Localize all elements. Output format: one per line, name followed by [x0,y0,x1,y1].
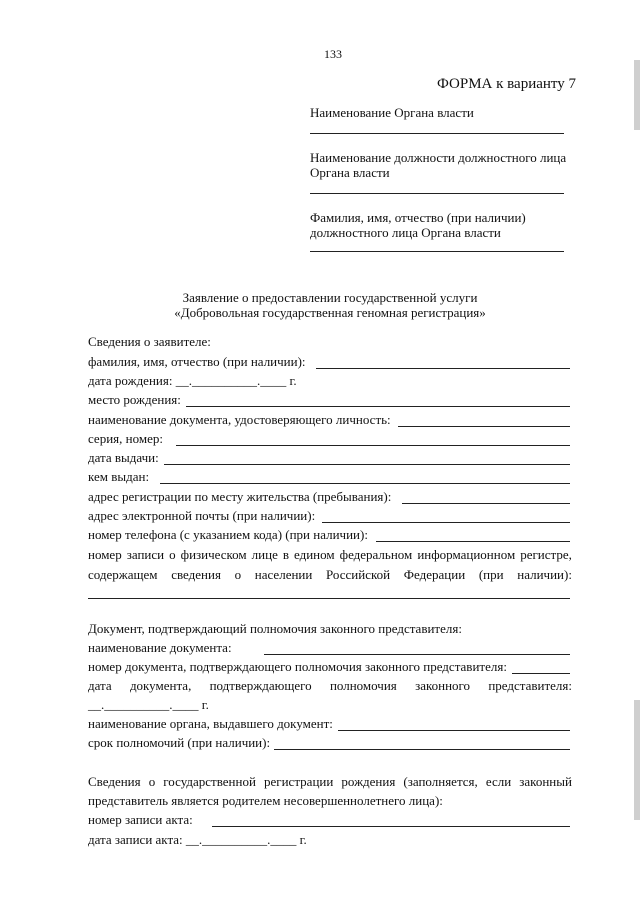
applicant-heading: Сведения о заявителе: [88,334,211,349]
reg-address-field[interactable] [402,503,570,504]
word: регистрации [264,774,334,789]
word: полномочия [329,678,397,693]
applicant-fio-label: фамилия, имя, отчество (при наличии): [88,354,306,369]
scan-edge [634,700,640,820]
registry-text-line-2 [88,567,572,583]
email-field[interactable] [322,522,570,523]
word: физическом [180,547,247,562]
phone-field[interactable] [376,541,570,542]
word: дата [88,678,112,693]
id-doc-field[interactable] [398,426,570,427]
fio-label-1: Фамилия, имя, отчество (при наличии) [310,210,526,225]
fio-label-2: должностного лица Органа власти [310,225,501,240]
issue-date-field[interactable] [164,464,570,465]
act-number-field[interactable] [212,826,570,827]
scan-edge [634,60,640,130]
birth-place-field[interactable] [186,406,570,407]
word: если [485,774,512,789]
word: едином [294,547,335,562]
series-number-label: серия, номер: [88,431,163,446]
word: законного [415,678,471,693]
word: информационном [417,547,516,562]
id-doc-label: наименование документа, удостоверяющего личность: [88,412,391,427]
organ-line[interactable] [310,133,564,134]
word: содержащем [88,567,158,582]
act-date-field[interactable]: дата записи акта: __.__________.____ г. [88,832,307,847]
rep-validity-field[interactable] [274,749,570,750]
word: подтверждающего [209,678,312,693]
rep-issuer-label: наименование органа, выдавшего документ: [88,716,333,731]
birth-date-field[interactable]: дата рождения: __.__________.____ г. [88,373,297,388]
rep-issuer-field[interactable] [338,730,570,731]
word: сведения [171,567,221,582]
word: (заполняется, [403,774,478,789]
registry-number-field[interactable] [88,598,570,599]
rep-doc-name-field[interactable] [264,654,570,655]
issued-by-label: кем выдан: [88,469,150,484]
form-title: ФОРМА к варианту 7 [437,76,577,92]
position-label-1: Наименование должности должностного лица [310,150,567,165]
word: регистре, [520,547,572,562]
organ-label: Наименование Органа власти [310,105,474,120]
rep-validity-label: срок полномочий (при наличии): [88,735,271,750]
word: населении [254,567,313,582]
word: о [169,547,176,562]
birth-reg-line-1 [88,774,572,790]
word: наличии): [517,567,572,582]
rep-doc-number-field[interactable] [512,673,570,674]
position-line[interactable] [310,193,564,194]
word: Сведения [88,774,141,789]
rep-doc-name-label: наименование документа: [88,640,232,655]
word: Федерации [403,567,466,582]
word: номер [88,547,122,562]
position-label-2: Органа власти [310,165,390,180]
fio-official-line[interactable] [310,251,564,252]
series-number-field[interactable] [176,445,570,446]
issued-by-field[interactable] [160,483,570,484]
birth-reg-line-2: представитель является родителем несовершеннолетнего лица): [88,793,443,808]
registry-text-line-1 [88,547,572,563]
phone-label: номер телефона (с указанием кода) (при наличии): [88,527,368,542]
reg-address-label: адрес регистрации по месту жительства (пребывания): [88,489,392,504]
word: Российской [326,567,391,582]
issue-date-label: дата выдачи: [88,450,159,465]
word: записи [126,547,165,562]
word: в [282,547,289,562]
word: о [234,567,242,582]
word: (при [478,567,504,582]
applicant-fio-field[interactable] [316,368,570,369]
word: документа, [129,678,192,693]
word: о [148,774,156,789]
representative-heading: Документ, подтверждающий полномочия законного представителя: [88,621,462,636]
word: государственной [163,774,256,789]
word: лице [251,547,278,562]
page-number: 133 [324,47,342,61]
rep-doc-date-field[interactable]: __.__________.____ г. [88,697,209,712]
word: представителя: [488,678,572,693]
act-number-label: номер записи акта: [88,812,193,827]
statement-title-2: «Добровольная государственная геномная регистрация» [174,305,486,320]
rep-doc-number-label: номер документа, подтверждающего полномочия законного представителя: [88,659,507,674]
rep-doc-date-label [88,678,572,694]
statement-title-1: Заявление о предоставлении государственной услуги [182,290,478,305]
email-label: адрес электронной почты (при наличии): [88,508,316,523]
word: рождения [341,774,396,789]
birth-place-label: место рождения: [88,392,181,407]
word: законный [519,774,572,789]
word: федеральном [339,547,413,562]
